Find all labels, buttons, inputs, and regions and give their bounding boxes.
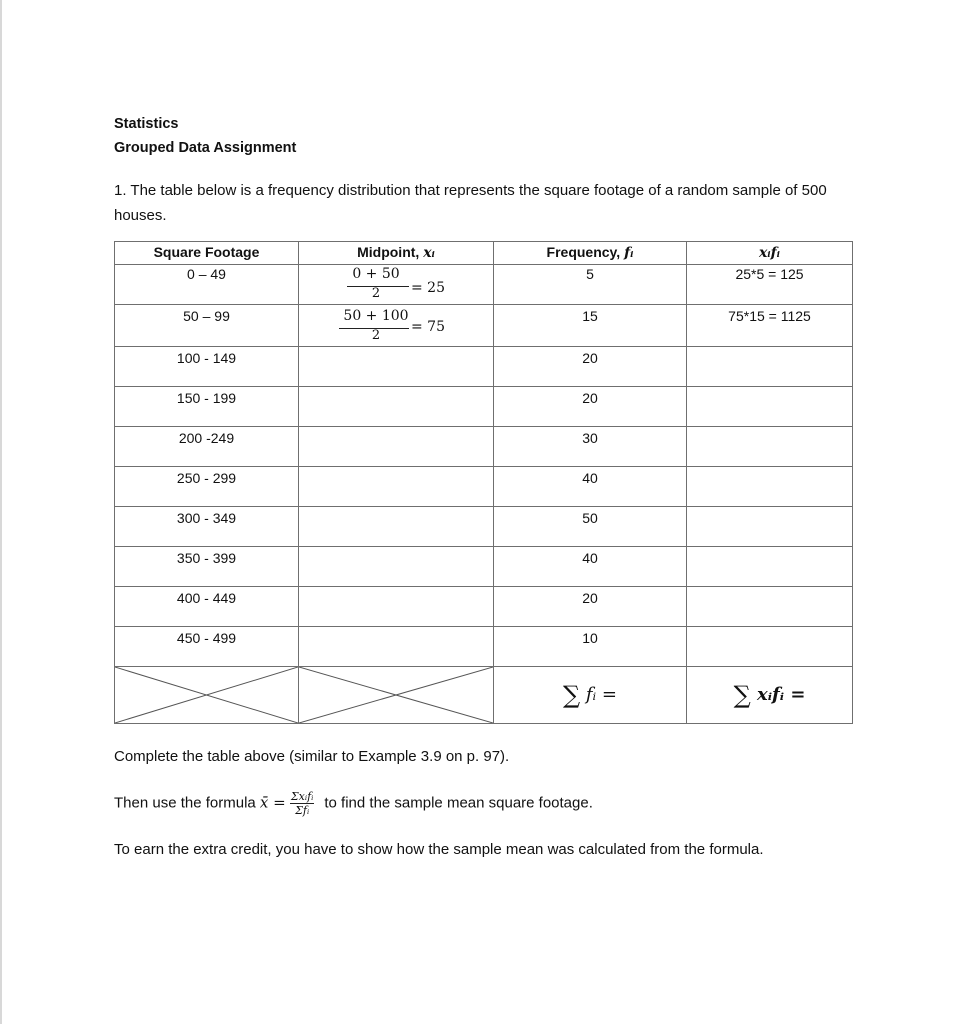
cell-product <box>687 427 853 467</box>
cell-frequency: 30 <box>494 427 687 467</box>
fraction-numerator: 0 + 50 <box>352 266 400 282</box>
midpoint-fraction <box>299 308 493 342</box>
formula-prefix: Then use the formula <box>114 794 260 812</box>
cell-midpoint <box>299 587 494 627</box>
question-text: 1. The table below is a frequency distribution that represents the square footage of a random sample of 500 houses. <box>114 182 827 224</box>
frequency-sum-cell <box>494 667 687 724</box>
table-row <box>115 305 853 347</box>
cell-product <box>687 627 853 667</box>
cell-range: 350 - 399 <box>115 547 299 587</box>
xbar-symbol: x̄ = <box>259 793 286 812</box>
cell-frequency: 20 <box>494 347 687 387</box>
table-header-row <box>115 242 853 265</box>
cell-range: 50 – 99 <box>115 305 299 347</box>
product-sum-label: xᵢfᵢ = <box>750 684 806 705</box>
cell-frequency: 15 <box>494 305 687 347</box>
cell-product <box>687 547 853 587</box>
table-row <box>115 265 853 305</box>
cell-midpoint <box>299 627 494 667</box>
cell-midpoint <box>299 547 494 587</box>
cell-midpoint <box>299 387 494 427</box>
fraction-result: = 25 <box>411 280 445 296</box>
mean-formula <box>290 790 314 817</box>
cell-product: 25*5 = 125 <box>687 265 853 305</box>
formula-numerator: Σxᵢfᵢ <box>290 790 314 803</box>
header-midpoint-var: xᵢ <box>423 245 435 261</box>
cell-range: 300 - 349 <box>115 507 299 547</box>
crossed-out-cell <box>299 667 494 724</box>
fraction-numerator: 50 + 100 <box>343 308 409 324</box>
cell-range: 450 - 499 <box>115 627 299 667</box>
formula-instruction <box>114 790 593 817</box>
frequency-table <box>114 241 853 724</box>
frequency-sum-label: fᵢ = <box>580 684 617 705</box>
cell-product <box>687 347 853 387</box>
header-frequency <box>494 242 687 265</box>
cell-frequency: 20 <box>494 587 687 627</box>
course-title: Statistics <box>114 116 179 132</box>
header-product <box>687 242 853 265</box>
table-row <box>115 347 853 387</box>
header-midpoint <box>299 242 494 265</box>
fraction-result: = 75 <box>411 319 445 335</box>
cell-midpoint <box>299 265 494 305</box>
product-sum-cell <box>687 667 853 724</box>
cell-midpoint <box>299 467 494 507</box>
cell-product <box>687 387 853 427</box>
table-row <box>115 587 853 627</box>
formula-denominator: Σfᵢ <box>295 804 310 817</box>
cell-range: 200 -249 <box>115 427 299 467</box>
cell-frequency: 50 <box>494 507 687 547</box>
cell-range: 0 – 49 <box>115 265 299 305</box>
assignment-title: Grouped Data Assignment <box>114 140 297 156</box>
cell-product <box>687 587 853 627</box>
cell-frequency: 40 <box>494 467 687 507</box>
cell-frequency: 5 <box>494 265 687 305</box>
cell-range: 400 - 449 <box>115 587 299 627</box>
crossed-out-cell <box>115 667 299 724</box>
cell-frequency: 20 <box>494 387 687 427</box>
header-frequency-var: fᵢ <box>624 245 634 261</box>
table-row <box>115 467 853 507</box>
cell-product: 75*15 = 1125 <box>687 305 853 347</box>
cell-midpoint <box>299 427 494 467</box>
fraction-denominator: 2 <box>371 328 381 343</box>
cell-frequency: 10 <box>494 627 687 667</box>
formula-suffix: to find the sample mean square footage. <box>324 794 593 812</box>
cell-midpoint <box>299 507 494 547</box>
cell-frequency: 40 <box>494 547 687 587</box>
cross-out-lines <box>299 667 493 723</box>
complete-instruction: Complete the table above (similar to Example 3.9 on p. 97). <box>114 748 510 765</box>
fraction-denominator: 2 <box>371 286 381 301</box>
table-row <box>115 547 853 587</box>
cell-range: 150 - 199 <box>115 387 299 427</box>
table-row <box>115 387 853 427</box>
sigma-symbol: ∑ <box>563 681 581 709</box>
midpoint-fraction <box>299 266 493 300</box>
cross-out-lines <box>115 667 298 723</box>
page-edge <box>0 0 2 1024</box>
header-frequency-label: Frequency, <box>546 244 625 260</box>
cell-midpoint <box>299 347 494 387</box>
table-row <box>115 507 853 547</box>
header-square-footage: Square Footage <box>115 242 299 265</box>
header-midpoint-label: Midpoint, <box>357 244 424 260</box>
table-row <box>115 427 853 467</box>
table-row <box>115 627 853 667</box>
cell-range: 100 - 149 <box>115 347 299 387</box>
cell-midpoint <box>299 305 494 347</box>
cell-product <box>687 467 853 507</box>
header-product-var: xᵢfᵢ <box>758 245 781 261</box>
sum-row <box>115 667 853 724</box>
sigma-symbol: ∑ <box>733 681 751 709</box>
cell-range: 250 - 299 <box>115 467 299 507</box>
extra-credit-instruction: To earn the extra credit, you have to show how the sample mean was calculated from the formula. <box>114 841 764 858</box>
cell-product <box>687 507 853 547</box>
